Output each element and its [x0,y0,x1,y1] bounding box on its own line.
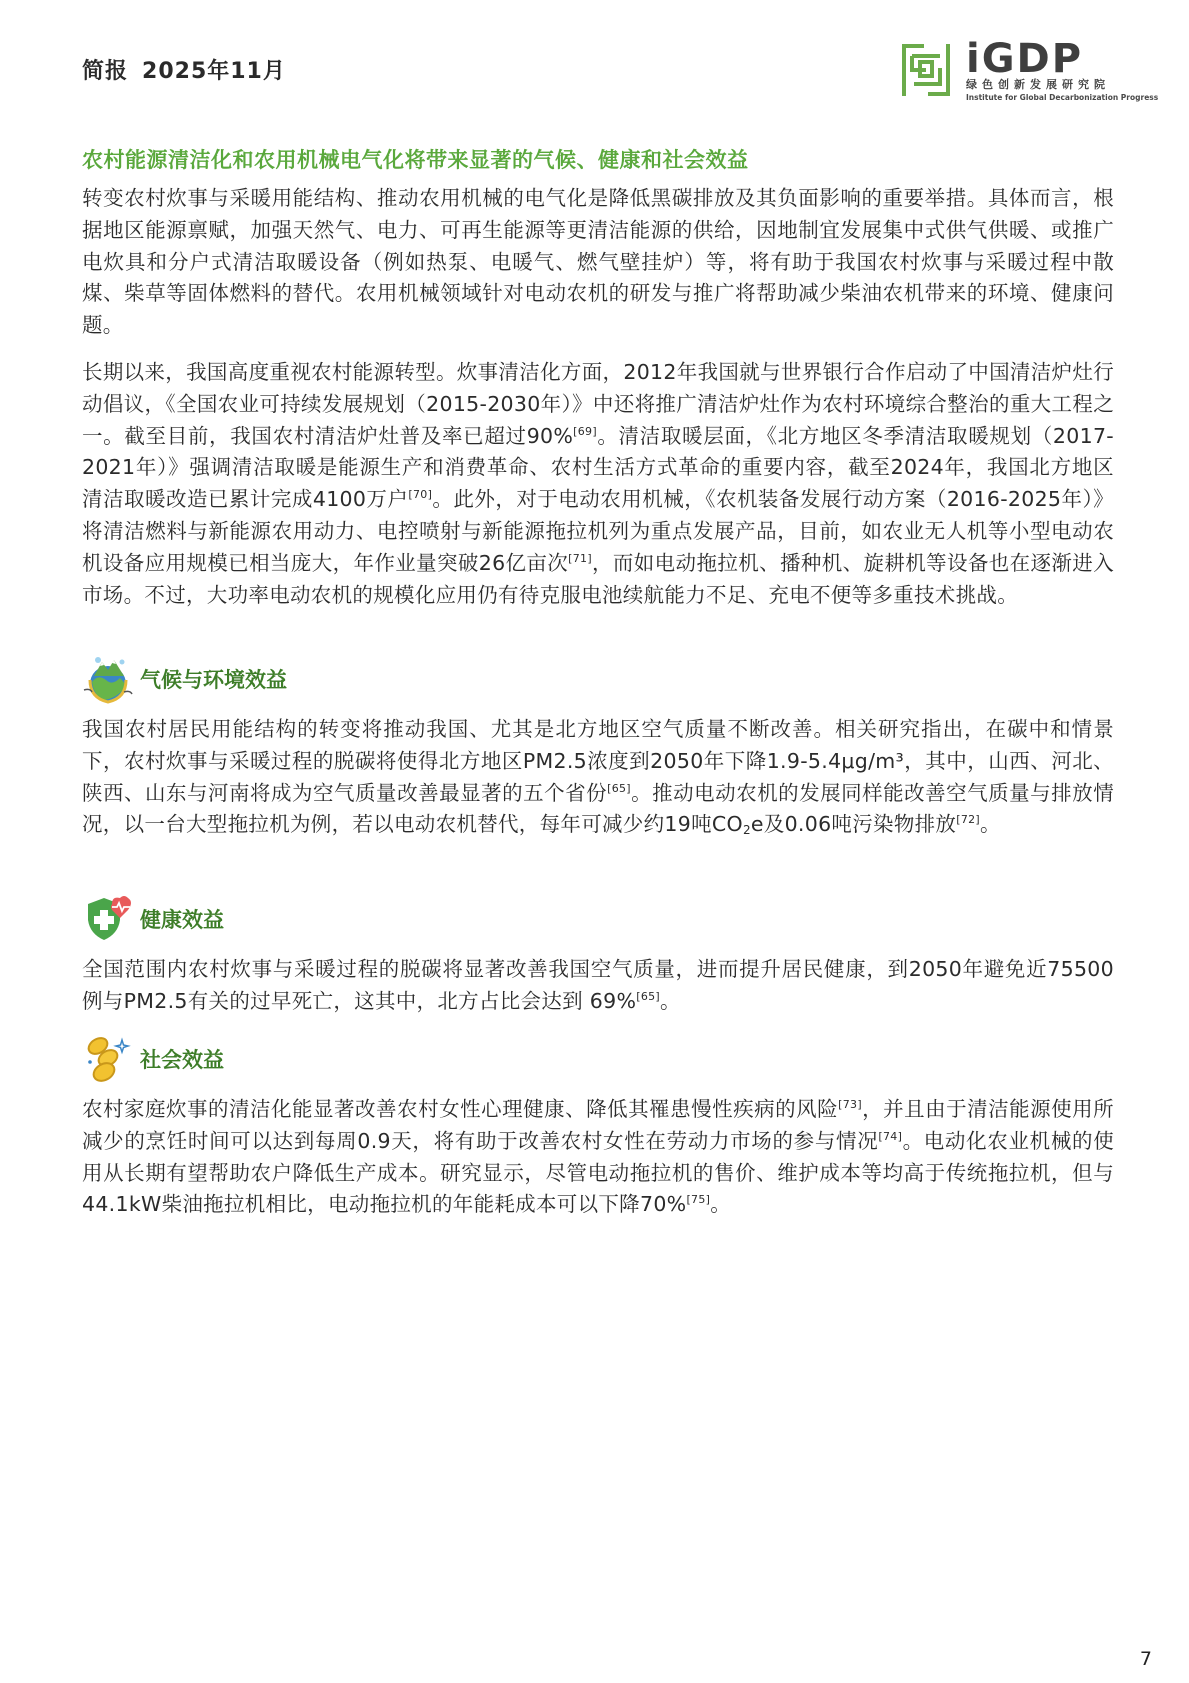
paragraph-transition [82,357,1114,611]
report-type: 简报 [82,59,129,84]
citation: [71] [568,551,592,565]
section-title: 农村能源清洁化和农用机械电气化将带来显著的气候、健康和社会效益 [82,148,749,172]
text-run: ，并且由于清洁能源使用所减少的烹饪时间可以达到每周0.9天，将有助于改善农村女性在劳动力市场的参与情况 [82,1097,1114,1153]
social-heading-label: 社会效益 [140,1048,224,1072]
report-date: 2025年11月 [142,59,286,84]
climate-heading [82,654,287,704]
health-heading [82,894,224,944]
page-number: 7 [1139,1648,1152,1670]
logo-brand: iGDP [966,36,1084,82]
text-run: 。 [980,812,1001,837]
health-shield-icon [82,894,134,944]
coins-icon [82,1034,134,1084]
paragraph-intro: 转变农村炊事与采暖用能结构、推动农用机械的电气化是降低黑碳排放及其负面影响的重要举措。具体而言，根据地区能源禀赋，加强天然气、电力、可再生能源等更清洁能源的供给，因地制宜发展集中式供气供暖、或推广电炊具和分户式清洁取暖设备（例如热泵、电暖气、燃气壁挂炉）等，将有助于我国农村炊事与采暖过程中散煤、柴草等固体燃料的替代。农用机械领域针对电动农机的研发与推广将帮助减少柴油农机带来的环境、健康问题。 [82,186,1114,338]
text-run: 我国农村居民用能结构的转变将推动我国、尤其是北方地区空气质量不断改善。相关研究指出，在碳中和情景下，农村炊事与采暖过程的脱碳将使得北方地区PM2.5浓度到2050年下降1.9-5.4μg/m³，其中，山西、河北、陕西、山东与河南将成为空气质量改善最显著的五个省份 [82,717,1114,805]
text-run: 。此外，对于电动农用机械，《农机装备发展行动方案（2016-2025年）》将清洁燃料与新能源农用动力、电控喷射与新能源拖拉机列为重点发展产品，目前，如农业无人机等小型电动农机设备应用规模已相当庞大，年作业量突破26亿亩次 [82,487,1114,575]
text-run: 全国范围内农村炊事与采暖过程的脱碳将显著改善我国空气质量，进而提升居民健康，到2050年避免近75500例与PM2.5有关的过早死亡，这其中，北方占比会达到 69% [82,957,1114,1013]
citation: [75] [686,1193,711,1207]
text-run: 。 [710,1192,732,1217]
citation: [65] [636,989,661,1003]
igdp-logo [900,36,1159,104]
logo-en-name: Institute for Global Decarbonization Progress [966,93,1159,102]
text-run: ，而如电动拖拉机、播种机、旋耕机等设备也在逐渐进入市场。不过，大功率电动农机的规模化应用仍有待克服电池续航能力不足、充电不便等多重技术挑战。 [82,550,1114,607]
subscript: 2 [742,823,751,838]
report-header [82,54,286,85]
paragraph-climate [82,714,1114,841]
citation: [72] [956,813,981,827]
text-run: 。电动化农业机械的使用从长期有望帮助农户降低生产成本。研究显示，尽管电动拖拉机的售价、维护成本等均高于传统拖拉机，但与44.1kW柴油拖拉机相比，电动拖拉机的年能耗成本可以下降70% [82,1128,1114,1217]
text-run: 。 [660,988,681,1013]
paragraph-health [82,954,1114,1018]
earth-climate-icon [82,654,134,704]
paragraph-social [82,1094,1114,1221]
text-run: 长期以来，我国高度重视农村能源转型。炊事清洁化方面，2012年我国就与世界银行合作启动了中国清洁炉灶行动倡议，《全国农业可持续发展规划（2015-2030年）》中还将推广清洁炉灶作为农村环境综合整治的重大工程之一。截至目前，我国农村清洁炉灶普及率已超过90% [82,360,1114,448]
text-run: e及0.06吨污染物排放 [750,812,957,837]
text-run: 。清洁取暖层面，《北方地区冬季清洁取暖规划（2017-2021年）》强调清洁取暖是能源生产和消费革命、农村生活方式革命的重要内容，截至2024年，我国北方地区清洁取暖改造已累计完成4100万户 [82,423,1114,512]
health-heading-label: 健康效益 [140,908,224,932]
citation: [74] [878,1129,903,1143]
text-run: 农村家庭炊事的清洁化能显著改善农村女性心理健康、降低其罹患慢性疾病的风险 [82,1097,839,1121]
citation: [73] [838,1098,862,1111]
text-run: 。推动电动农机的发展同样能改善空气质量与排放情况，以一台大型拖拉机为例，若以电动农机替代，每年可减少约19吨CO [82,780,1114,837]
climate-heading-label: 气候与环境效益 [140,668,287,692]
citation: [65] [607,781,631,795]
igdp-logo-mark-icon [900,42,952,98]
social-heading [82,1034,224,1084]
citation: [69] [573,424,597,438]
logo-cn-name: 绿色创新发展研究院 [966,78,1110,91]
citation: [70] [408,488,433,502]
